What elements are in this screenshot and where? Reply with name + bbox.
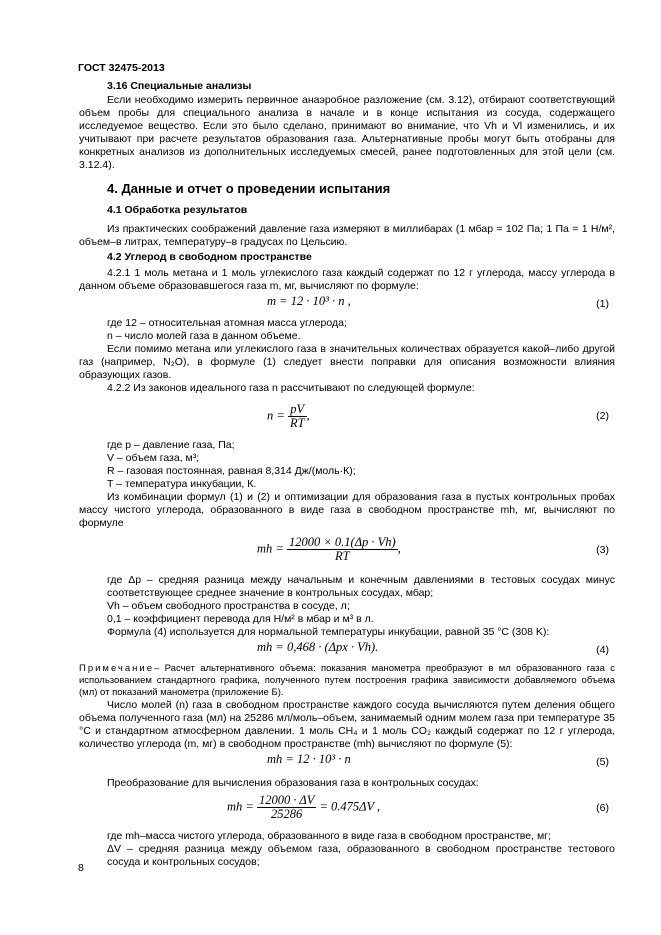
where-3b: Vh – объем свободного пространства в сосуде, л; [107,600,350,612]
page-number: 8 [78,862,84,874]
where-6a: где mh–масса чистого углерода, образованного в виде газа в свободном пространстве, мг; [107,830,551,842]
formula-2-numerator: pV [288,403,307,417]
formula-3-expr [257,536,401,563]
formula-4 [107,641,615,661]
formula-6-expr [227,794,380,821]
formula-5-number: (5) [596,756,609,768]
formula-6-numerator: 12000 · ΔV [258,793,315,807]
where-3c: 0,1 – коэффициент перевода для Н/м² в мбар и м³ в л. [107,613,374,625]
page-body [79,80,615,869]
formula-6-fraction [257,794,316,821]
formula-3-number: (3) [596,544,609,556]
where-1a: где 12 – относительная атомная масса углерода; [107,317,347,329]
note-text: – Расчет альтернативного объема: показания манометра преобразуют в мл образованного газа с использованием стандартного графика, полученного путем построения графика зависимости добавляемого объема (мл) от показаний манометра (приложение Б). [79,663,615,698]
formula-6 [107,792,615,828]
formula-3-denominator: RT [335,549,350,563]
note [79,663,615,699]
formula-6-number: (6) [596,802,609,814]
where-3a: где Δp – средняя разница между начальным и конечным давлениями в тестовых сосудах минус соответствующее среднее значение в контрольных сосудах, мбар; [107,574,615,599]
where-2d: T – температура инкубации, К. [107,478,257,490]
note-label: Примечание [79,663,154,674]
formula-6-lhs: mh = [227,799,254,814]
para-conversion: Преобразование для вычисления образования газа в контрольных сосудах: [107,777,479,789]
formula-3-numerator: 12000 × 0.1(Δp · Vh) [288,535,396,549]
where-2a: где p – давление газа, Па; [107,439,235,451]
formula-4-number: (4) [596,644,609,656]
formula-2-tail: , [306,408,310,423]
formula-3-fraction [287,536,398,563]
formula-6-tail: = 0.475ΔV , [319,799,381,814]
formula-2-number: (2) [596,410,609,422]
document-id: ГОСТ 32475-2013 [78,62,165,74]
formula-3-lhs: mh = [257,541,284,556]
section-4-2-title: 4.2 Углерод в свободном пространстве [107,251,312,263]
section-3-16-title: 3.16 Специальные анализы [107,80,252,92]
formula-6-denominator: 25286 [271,807,303,821]
formula-2-lhs: n = [267,408,285,423]
formula-5 [107,753,615,773]
para-4-2-2: 4.2.2 Из законов идеального газа n рассчитывают по следующей формуле: [107,382,475,394]
formula-5-expr: mh = 12 · 10³ · n [267,752,351,766]
where-2b: V – объем газа, м³; [107,452,200,464]
formula-1 [107,295,615,315]
formula-2-denominator: RT [289,416,305,430]
para-formula-4: Формула (4) используется для нормальной температуры инкубации, равной 35 °С (308 K): [107,626,550,638]
para-moles: Число молей (n) газа в свободном пространстве каждого сосуда вычисляются путем деления общего объема полученного газа (мл) на 25286 мл/моль–объем, занимаемый одним молем газа при температуре 35 °С и стандартном атмосферном давлении. 1 моль CH₄ и 1 моль CO₂ каждый содержат по 12 г углерода, количество углерода (m, мг) в свободном пространстве (mh) вычисляют по формуле (5): [79,699,615,750]
section-4-1-title: 4.1 Обработка результатов [107,204,248,216]
para-combination: Из комбинации формул (1) и (2) и оптимизации для образования газа в пустых контрольных пробах массу чистого углерода, образованного в виде газа в свободном пространстве mh, мг, вычисляют по формуле [79,491,615,529]
section-4-1-text: Из практических соображений давление газа измеряют в миллибарах (1 мбар = 102 Па; 1 Па = 1 Н/м², объем–в литрах, температуру–в градусах по Цельсию. [79,223,615,248]
formula-2-expr [267,403,310,430]
formula-3 [107,532,615,572]
formula-4-expr: mh = 0,468 · (Δpx · Vh). [257,640,379,654]
formula-2 [107,397,615,437]
formula-1-number: (1) [596,298,609,310]
formula-2-fraction [288,403,307,430]
para-corrections: Если помимо метана или углекислого газа в значительных количествах образуется какой–либо другой газ (например, N₂O), в формуле (1) следует внести поправки для описания возможности влияния образующих газов. [79,343,615,381]
formula-1-expr: m = 12 · 10³ · n , [267,294,351,308]
para-4-2-1: 4.2.1 1 моль метана и 1 моль углекислого газа каждый содержат по 12 г углерода, массу углерода в данном объеме образовавшегося газа m, мг, вычисляют по формуле: [79,267,615,292]
formula-3-tail: , [397,541,401,556]
section-3-16-text: Если необходимо измерить первичное анаэробное разложение (см. 3.12), отбирают соответствующий объем пробы для специального анализа в начале и в конце испытания из сосуда, содержащего исследуемое вещество. Если это было сделано, принимают во внимание, что Vh и Vl изменились, и их учитывают при расчете результатов образования газа. Альтернативные пробы могут быть отобраны для конкретных анализов из дополнительных исследуемых смесей, ранее подготовленных для этой цели (см. 3.12.4). [79,94,615,171]
where-1b: n – число молей газа в данном объеме. [107,330,301,342]
section-4-title: 4. Данные и отчет о проведении испытания [107,181,391,196]
where-2c: R – газовая постоянная, равная 8,314 Дж/(моль·К); [107,465,356,477]
where-6b: ΔV – средняя разница между объемом газа, образованного в свободном пространстве тестового сосуда и контрольных сосудов; [107,843,615,868]
